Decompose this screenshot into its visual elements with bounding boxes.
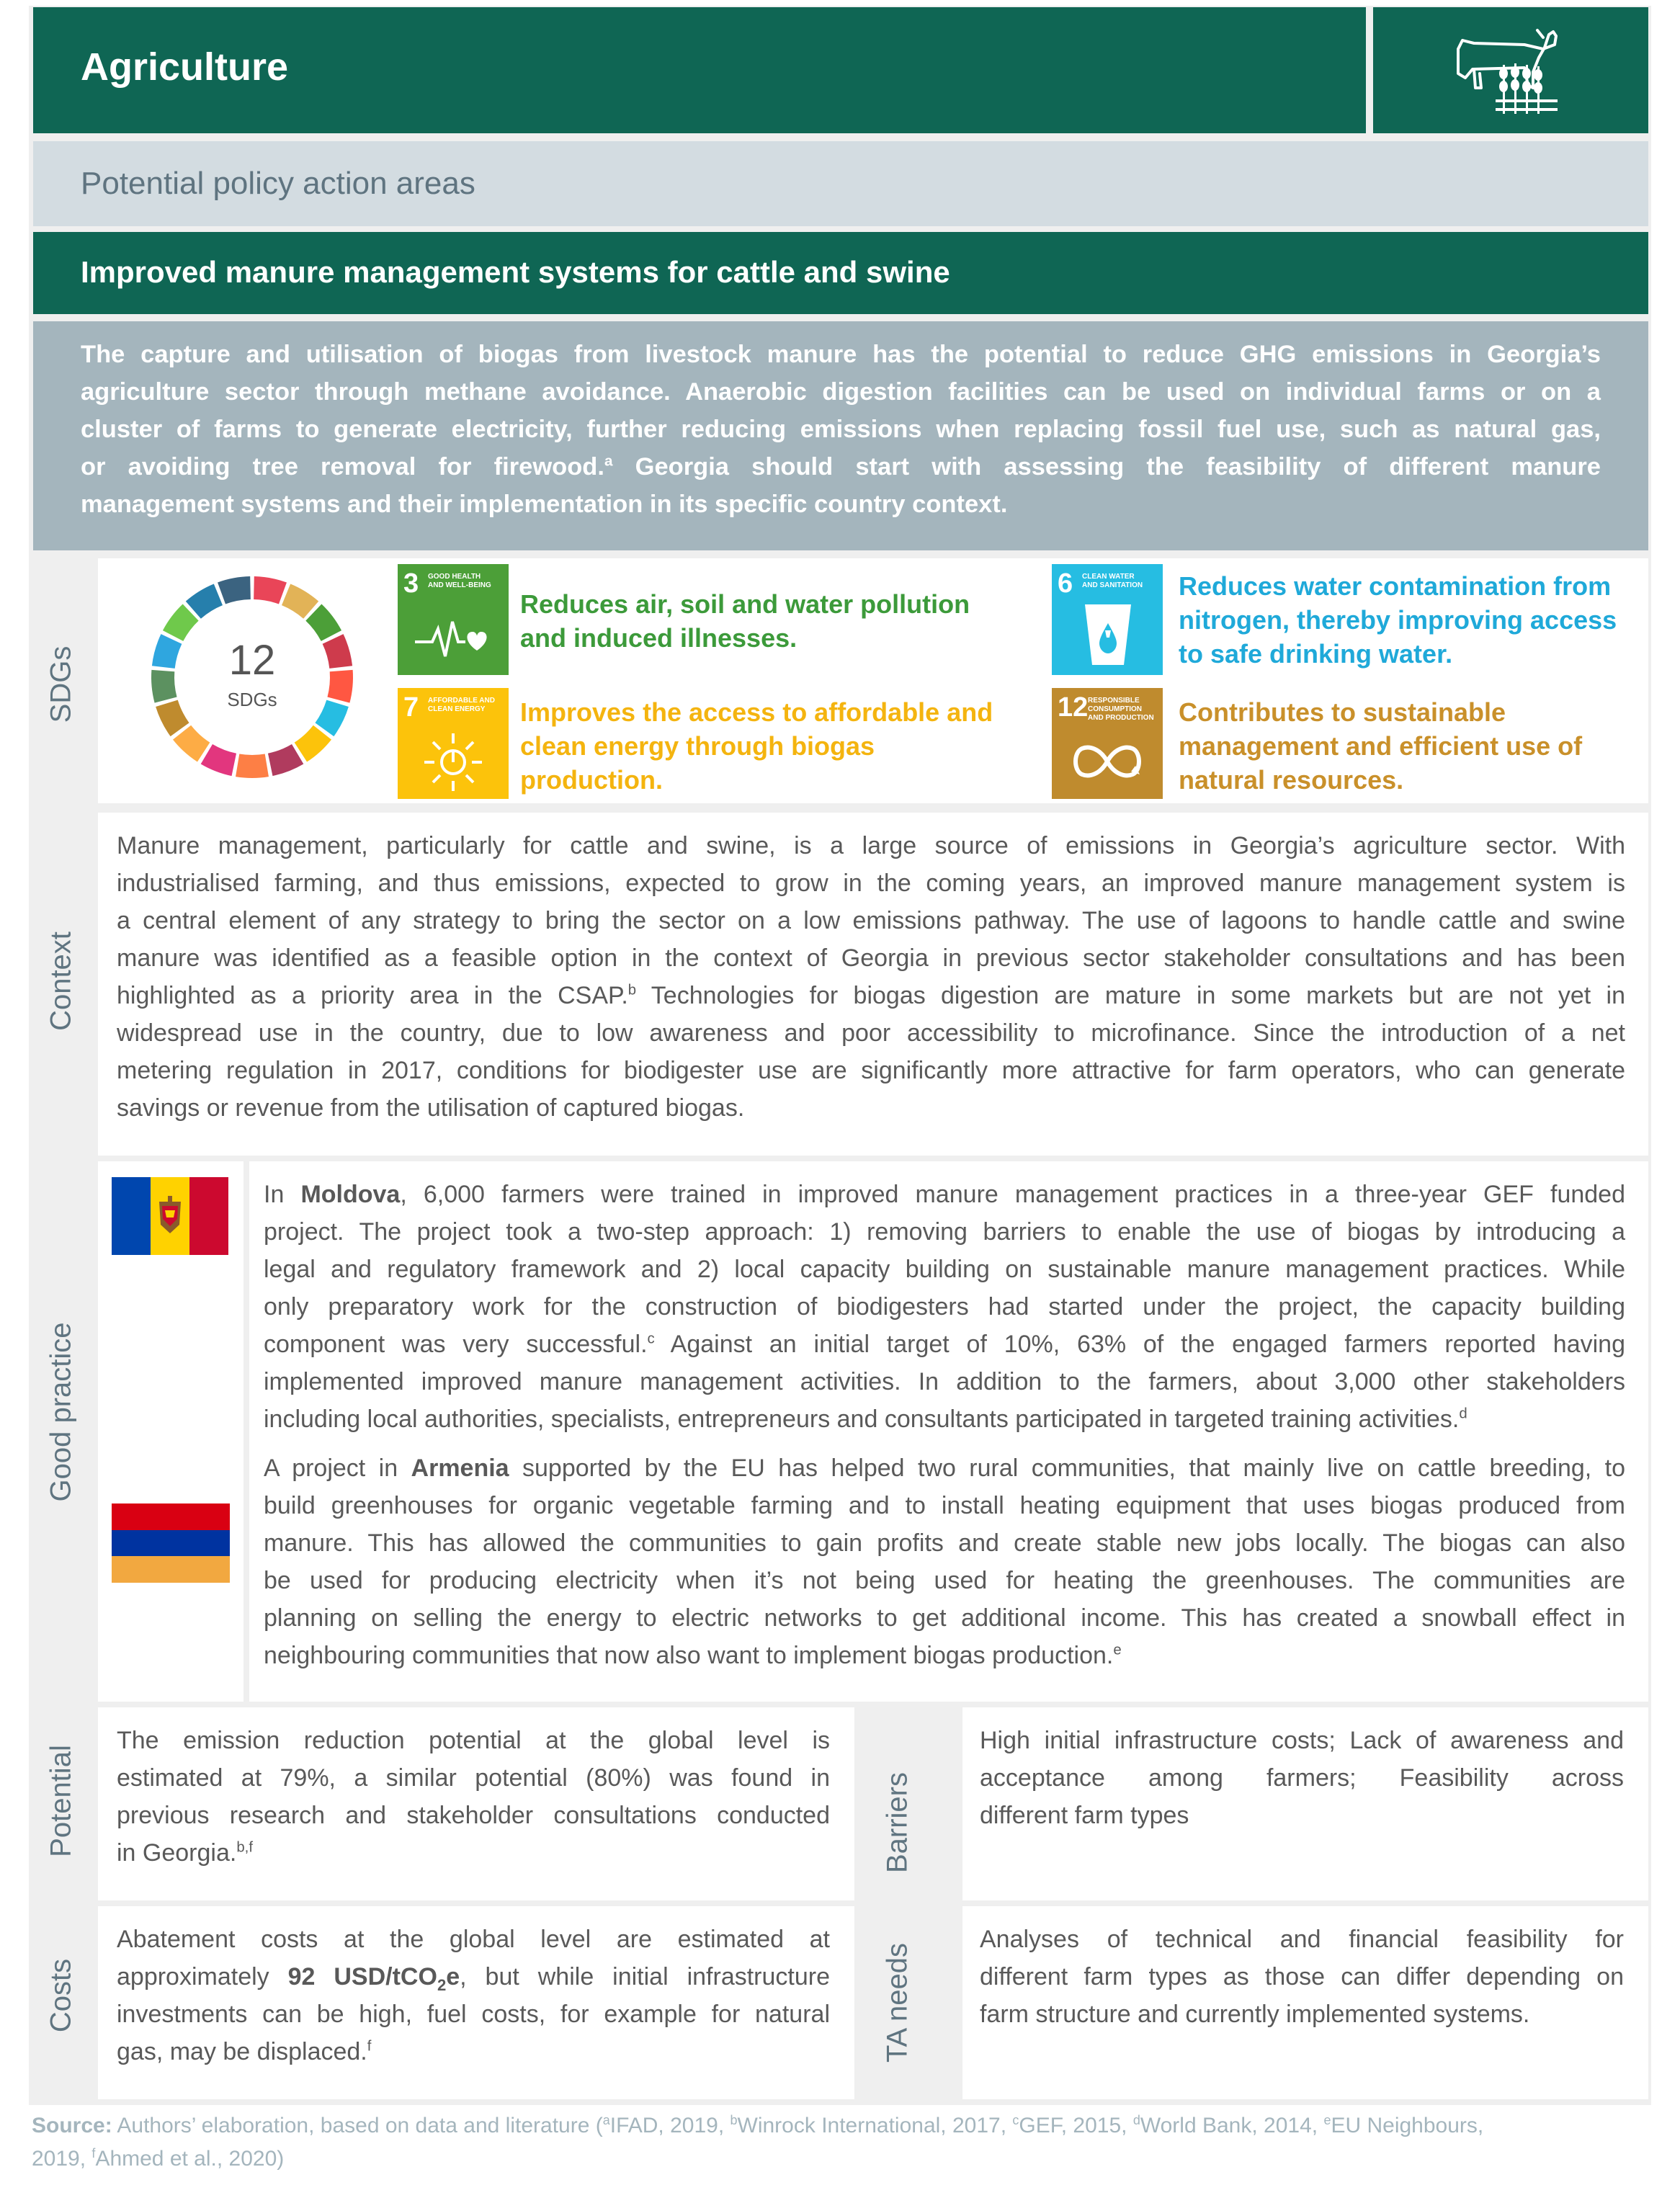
- sdg-3-text: [520, 587, 970, 655]
- text-line: industrialised farming, and thus emissions, expected to grow in the coming years, an improved manure management system is: [117, 870, 1625, 897]
- sdg-caption-line: CLEAN ENERGY: [428, 705, 486, 713]
- sdg-text-line: to safe drinking water.: [1179, 639, 1453, 669]
- header-icon-box: [1373, 7, 1648, 133]
- subheading: Potential policy action areas: [33, 141, 1648, 226]
- intro-line: cluster of farms to generate electricity, further reducing emissions when replacing fossil fuel use, such as natural gas,: [81, 416, 1601, 443]
- sdg-caption-line: GOOD HEALTH: [428, 573, 481, 581]
- sdg-number: 12: [1058, 692, 1089, 723]
- heartbeat-icon: [414, 615, 493, 665]
- text-span: neighbouring communities that now also want to implement biogas production.: [264, 1642, 1114, 1669]
- text-line: estimated at 79%, a similar potential (80%) was found in: [117, 1764, 830, 1792]
- text-line: be used for producing electricity when it’s not being used for heating the greenhouses. The communities are: [264, 1567, 1625, 1594]
- intro-line: The capture and utilisation of biogas from livestock manure has the potential to reduce GHG emissions in Georgia’s: [81, 341, 1601, 368]
- sdg-text-line: clean energy through biogas: [520, 731, 875, 761]
- infinity-icon: [1068, 740, 1147, 783]
- text-line: widespread use in the country, due to low awareness and poor accessibility to microfinance. Since the introduction of a net: [117, 1019, 1625, 1047]
- section-title: Agriculture: [33, 7, 1366, 133]
- text-span: including local authorities, specialists, entrepreneurs and consultants participated in targeted training activities.: [264, 1406, 1460, 1433]
- label-context: Context: [45, 931, 77, 1031]
- text-span: supported by the EU has helped two rural communities, that mainly live on cattle breeding, to: [509, 1455, 1625, 1482]
- footnote-ref: d: [1459, 1406, 1467, 1422]
- flag-stripe: [112, 1530, 230, 1557]
- text-line: build greenhouses for organic vegetable farming and to install heating equipment that uses biogas produced from: [264, 1492, 1625, 1519]
- sdg-12-text: [1179, 695, 1582, 797]
- text-line: Analyses of technical and financial feasibility for: [980, 1926, 1624, 1953]
- sdg-text-line: Improves the access to affordable and: [520, 697, 993, 727]
- label-costs: Costs: [45, 1958, 77, 2033]
- label-potential: Potential: [45, 1745, 77, 1857]
- sdg-wheel-segment: [152, 634, 182, 669]
- text-line: savings or revenue from the utilisation of captured biogas.: [117, 1094, 745, 1122]
- text-span: 2019,: [32, 2147, 92, 2171]
- text-span: approximately: [117, 1963, 288, 1990]
- sdg-wheel-segment: [173, 725, 210, 762]
- label-good-practice: Good practice: [45, 1322, 77, 1502]
- text-span: gas, may be displaced.: [117, 2038, 367, 2065]
- sdg-text-line: management and efficient use of: [1179, 731, 1583, 761]
- measure-title: Improved manure management systems for cattle and swine: [33, 232, 1648, 314]
- subscript: 2: [437, 1975, 447, 1994]
- text-span: World Bank, 2014,: [1140, 2114, 1324, 2137]
- moldova-text: [264, 1176, 1625, 1438]
- intro-line: management systems and their implementation in its specific country context.: [81, 491, 1008, 518]
- text-line: previous research and stakeholder consultations conducted: [117, 1802, 830, 1829]
- sdg-wheel-segment: [295, 725, 331, 762]
- text-span: A project in: [264, 1455, 411, 1482]
- text-span: Against an initial target of 10%, 63% of the engaged farmers reported having: [654, 1331, 1625, 1358]
- sdg-caption: [428, 697, 495, 714]
- sdg-count-caption: SDGs: [227, 689, 277, 710]
- sdg-text-line: natural resources.: [1179, 765, 1404, 795]
- flag-stripe: [112, 1177, 151, 1255]
- footnote-ref: e: [1113, 1642, 1122, 1658]
- footnote-ref: f: [367, 2038, 372, 2055]
- text-span: Technologies for biogas digestion are mature in some markets but are not yet in: [636, 982, 1625, 1009]
- intro-summary: [33, 321, 1648, 550]
- text-line: different farm types: [980, 1802, 1189, 1829]
- sdg-6-text: [1179, 569, 1617, 671]
- sdg-text-line: Contributes to sustainable: [1179, 697, 1506, 727]
- text-span: 92 USD/tCO: [287, 1963, 437, 1990]
- source-line: [32, 2109, 1653, 2142]
- flag-stripe: [151, 1177, 189, 1255]
- text-span: In: [264, 1181, 301, 1208]
- country-name: Moldova: [300, 1181, 401, 1208]
- source-note: [32, 2109, 1653, 2176]
- footnote-ref: b: [730, 2113, 738, 2127]
- text-line: acceptance among farmers; Feasibility across: [980, 1764, 1624, 1792]
- source-line: [32, 2142, 1653, 2176]
- intro-line: agriculture sector through methane avoidance. Anaerobic digestion facilities can be used on individual farms or on a: [81, 378, 1601, 406]
- text-line: [117, 1834, 830, 1872]
- sdg-wheel-segment: [151, 670, 177, 703]
- text-line: [264, 1637, 1625, 1674]
- sdg-number: 3: [403, 568, 419, 599]
- country-name: Armenia: [411, 1455, 509, 1482]
- text-line: [117, 2033, 830, 2070]
- footnote-ref: b: [627, 982, 637, 998]
- sun-power-icon: [424, 728, 482, 792]
- footnote-ref: b,f: [236, 1839, 253, 1856]
- sdg-wheel-segment: [327, 670, 353, 703]
- text-line: The emission reduction potential at the global level is: [117, 1727, 830, 1754]
- text-span: Ahmed et al., 2020): [95, 2147, 285, 2171]
- context-text: [117, 827, 1625, 1127]
- sdg-wheel-segment: [236, 754, 269, 778]
- intro-text: Georgia should start with assessing the feasibility of different manure: [612, 453, 1601, 481]
- label-barriers: Barriers: [881, 1771, 913, 1874]
- footnote-ref: e: [1323, 2113, 1331, 2127]
- text-span: highlighted as a priority area in the CSAP.: [117, 982, 628, 1009]
- text-line: metering regulation in 2017, conditions for biodigester use are significantly more attractive for farm operators, who can generate: [117, 1057, 1625, 1084]
- text-span: e: [446, 1963, 460, 1990]
- costs-text: [117, 1921, 830, 2070]
- footnote-ref: c: [647, 1331, 655, 1347]
- sdg-caption-line: CLEAN WATER: [1082, 573, 1135, 581]
- cattle-wheat-icon: [1373, 7, 1648, 133]
- text-line: only preparatory work for the construction of biodigesters had started under the project, the capacity building: [264, 1293, 1625, 1321]
- intro-text: or avoiding tree removal for firewood.: [81, 453, 604, 481]
- sdg-caption-line: AFFORDABLE AND: [428, 697, 495, 705]
- sdg-number: 6: [1058, 568, 1073, 599]
- text-line: a central element of any strategy to bring the sector on a low emissions pathway. The use of lagoons to handle cattle and swine: [117, 907, 1625, 934]
- sdg-text-line: and induced illnesses.: [520, 623, 797, 653]
- text-line: Manure management, particularly for cattle and swine, is a large source of emissions in Georgia’s agriculture sector. With: [117, 832, 1625, 859]
- sdg-caption: [1082, 573, 1143, 590]
- text-line: different farm types as those can differ depending on: [980, 1963, 1624, 1990]
- armenia-flag-icon: [112, 1503, 230, 1583]
- text-span: IFAD, 2019,: [609, 2114, 730, 2137]
- cost-value: [287, 1963, 460, 1994]
- footnote-ref: a: [602, 2113, 610, 2127]
- text-span: Authors’ elaboration, based on data and literature (: [112, 2114, 603, 2137]
- text-span: GEF, 2015,: [1019, 2114, 1133, 2137]
- sdg-wheel-segment: [268, 744, 303, 776]
- footnote-ref: c: [1012, 2113, 1019, 2127]
- label-sdgs: SDGs: [45, 645, 77, 723]
- flag-stripe: [189, 1177, 228, 1255]
- text-line: Abatement costs at the global level are estimated at: [117, 1926, 830, 1953]
- text-span: Winrock International, 2017,: [737, 2114, 1013, 2137]
- moldova-coat-of-arms-icon: [155, 1196, 185, 1236]
- sdg-text-line: production.: [520, 765, 663, 795]
- flag-stripe: [112, 1556, 230, 1583]
- flag-stripe: [112, 1503, 230, 1530]
- sdg-wheel-segment: [323, 634, 352, 669]
- sdg-caption-line: CONSUMPTION AND PRODUCTION: [1088, 705, 1154, 722]
- sdg-3-tile: [398, 564, 509, 675]
- sdg-12-tile: [1052, 688, 1163, 799]
- text-span: component was very successful.: [264, 1331, 648, 1358]
- text-line: project. The project took a two-step approach: 1) removing barriers to enable the use of biogas by introducing a: [264, 1218, 1625, 1246]
- sdg-wheel: [144, 569, 360, 785]
- text-line: [264, 1176, 1625, 1213]
- label-ta-needs: TA needs: [881, 1942, 913, 2063]
- sdg-caption-line: AND WELL-BEING: [428, 581, 491, 589]
- text-line: legal and regulatory framework and 2) local capacity building on sustainable manure management practices. While: [264, 1256, 1625, 1283]
- intro-line: [81, 448, 1601, 486]
- footnote-ref: f: [91, 2146, 96, 2161]
- sdg-text-line: Reduces water contamination from: [1179, 571, 1612, 601]
- text-line: planning on selling the energy to electric networks to get additional income. This has created a snowball effect in: [264, 1604, 1625, 1632]
- ta-needs-text: [980, 1921, 1624, 2033]
- text-line: [117, 1958, 830, 1996]
- sdg-wheel-segment: [201, 744, 236, 776]
- sdg-text-line: Reduces air, soil and water pollution: [520, 589, 970, 619]
- sdg-caption-line: RESPONSIBLE: [1088, 697, 1140, 705]
- sdg-caption-line: AND SANITATION: [1082, 581, 1143, 589]
- text-span: EU Neighbours,: [1331, 2114, 1484, 2137]
- text-line: [264, 1400, 1625, 1438]
- text-line: [117, 977, 1625, 1014]
- potential-text: [117, 1722, 830, 1872]
- text-line: [264, 1449, 1625, 1487]
- source-label: Source:: [32, 2114, 112, 2137]
- sdg-7-tile: [398, 688, 509, 799]
- text-line: manure was identified as a feasible option in the context of Georgia in previous sector stakeholder consultations and has been: [117, 944, 1625, 972]
- sdg-number: 7: [403, 692, 419, 723]
- text-span: , 6,000 farmers were trained in improved manure management practices in a three-year GEF funded: [400, 1181, 1625, 1208]
- barriers-text: [980, 1722, 1624, 1834]
- water-drop-icon: [1081, 602, 1135, 671]
- text-span: , but while initial infrastructure: [460, 1963, 830, 1990]
- footnote-ref: d: [1132, 2113, 1140, 2127]
- armenia-text: [264, 1449, 1625, 1674]
- sdg-count: 12: [228, 637, 276, 684]
- text-line: [264, 1326, 1625, 1363]
- text-line: manure. This has allowed the communities to gain profits and create stable new jobs locally. The biogas can also: [264, 1529, 1625, 1557]
- text-line: farm structure and currently implemented systems.: [980, 2001, 1530, 2028]
- footnote-ref: a: [604, 452, 613, 470]
- text-span: in Georgia.: [117, 1839, 237, 1867]
- sdg-6-tile: [1052, 564, 1163, 675]
- text-line: investments can be high, fuel costs, for example for natural: [117, 2001, 830, 2028]
- sdg-wheel-segment: [218, 576, 251, 604]
- sdg-caption: [1088, 697, 1158, 723]
- moldova-flag-icon: [112, 1177, 228, 1255]
- sdg-text-line: nitrogen, thereby improving access: [1179, 605, 1617, 635]
- sdg-wheel-segment: [254, 576, 287, 604]
- text-line: implemented improved manure management activities. In addition to the farmers, about 3,000 other stakeholders: [264, 1368, 1625, 1395]
- sdg-caption: [428, 573, 491, 590]
- text-line: High initial infrastructure costs; Lack of awareness and: [980, 1727, 1624, 1754]
- sdg-7-text: [520, 695, 993, 797]
